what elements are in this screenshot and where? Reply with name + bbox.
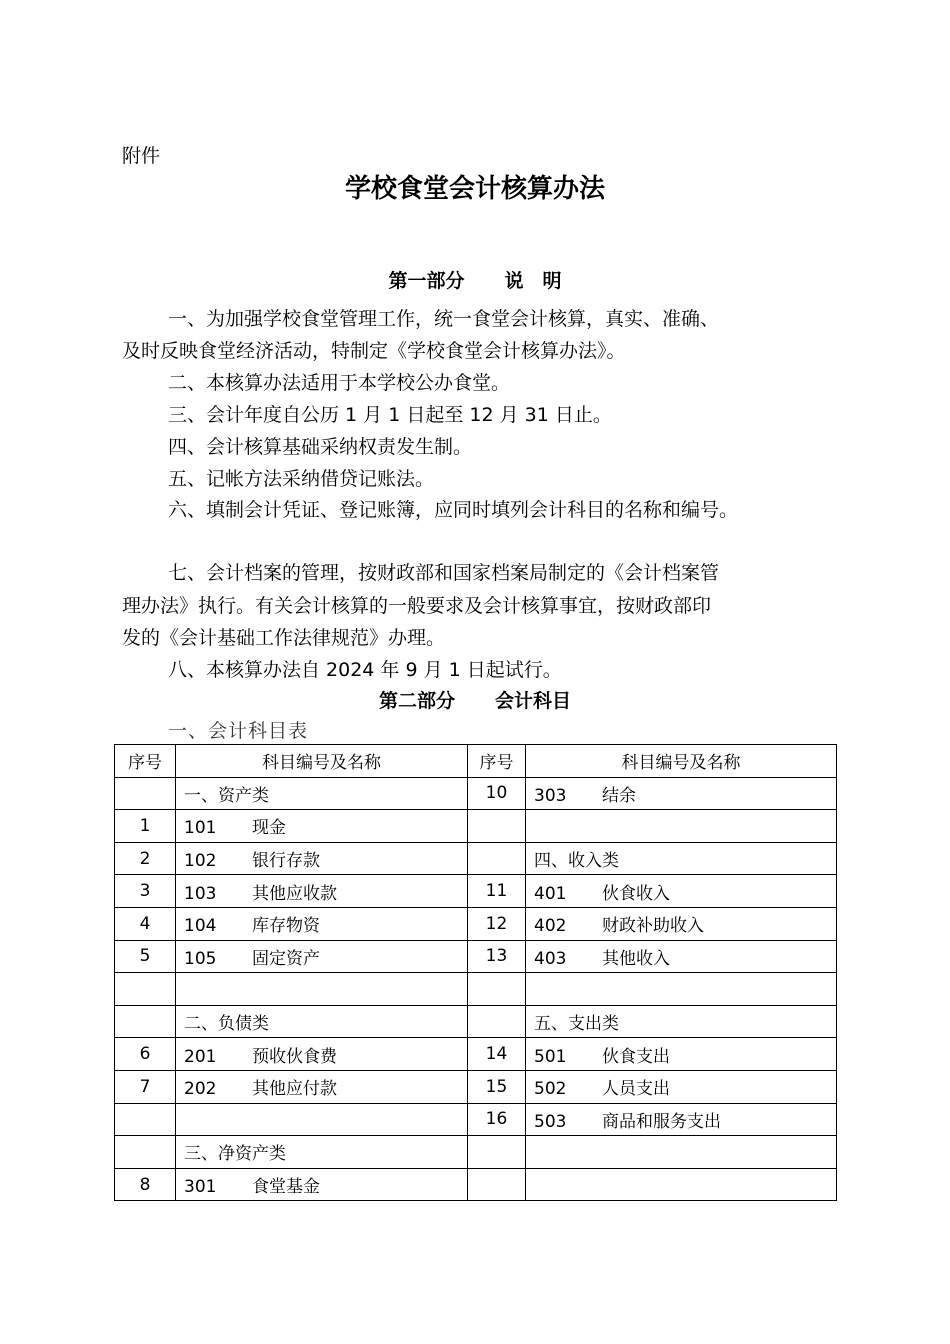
right-serial: 14 bbox=[468, 1038, 526, 1071]
left-subject bbox=[176, 1136, 468, 1169]
subject-name: 固定资产 bbox=[252, 948, 320, 969]
subject-code: 201 bbox=[184, 1046, 217, 1067]
subject-name: 其他应收款 bbox=[252, 883, 337, 904]
subject-name: 商品和服务支出 bbox=[602, 1111, 721, 1132]
subject-name: 五、支出类 bbox=[534, 1014, 619, 1035]
accounting-subjects-table bbox=[114, 744, 837, 1201]
subject-name: 库存物资 bbox=[252, 916, 320, 937]
subject-name: 结余 bbox=[602, 785, 636, 806]
right-serial: 10 bbox=[468, 777, 526, 810]
column-header: 科目编号及名称 bbox=[526, 745, 837, 778]
right-subject bbox=[526, 1168, 837, 1201]
part1-heading-name: 说 明 bbox=[504, 270, 562, 292]
right-subject bbox=[526, 875, 837, 908]
subject-code: 104 bbox=[184, 916, 217, 937]
right-subject bbox=[526, 1070, 837, 1103]
subject-code: 403 bbox=[534, 948, 567, 969]
right-subject bbox=[526, 940, 837, 973]
table-row bbox=[115, 940, 837, 973]
left-subject bbox=[176, 1103, 468, 1136]
document-title: 学校食堂会计核算办法 bbox=[344, 174, 605, 204]
subject-name: 四、收入类 bbox=[534, 851, 619, 872]
part1-heading bbox=[0, 266, 950, 293]
left-subject bbox=[176, 1005, 468, 1038]
paragraph-line: 六、填制会计凭证、登记账簿，应同时填列会计科目的名称和编号。 bbox=[168, 499, 739, 521]
subject-code: 401 bbox=[534, 883, 567, 904]
subject-code: 102 bbox=[184, 851, 217, 872]
table-row bbox=[115, 973, 837, 1006]
part1-heading-number: 第一部分 bbox=[388, 270, 465, 292]
column-header: 科目编号及名称 bbox=[176, 745, 468, 778]
table-header-row bbox=[115, 745, 837, 778]
table-subheading: 一、会计科目表 bbox=[168, 720, 309, 742]
subject-name: 其他应付款 bbox=[252, 1079, 337, 1100]
left-subject bbox=[176, 1168, 468, 1201]
right-subject bbox=[526, 973, 837, 1006]
left-serial bbox=[115, 973, 176, 1006]
left-subject bbox=[176, 1038, 468, 1071]
right-serial bbox=[468, 842, 526, 875]
left-subject bbox=[176, 875, 468, 908]
left-serial: 6 bbox=[115, 1038, 176, 1071]
table-row bbox=[115, 777, 837, 810]
table-row bbox=[115, 842, 837, 875]
right-serial: 16 bbox=[468, 1103, 526, 1136]
left-serial: 7 bbox=[115, 1070, 176, 1103]
left-subject bbox=[176, 940, 468, 973]
left-serial: 4 bbox=[115, 907, 176, 940]
table-row bbox=[115, 1038, 837, 1071]
subject-name: 二、负债类 bbox=[184, 1014, 269, 1035]
left-serial: 5 bbox=[115, 940, 176, 973]
left-serial bbox=[115, 1136, 176, 1169]
paragraph-line: 八、本核算办法自 2024 年 9 月 1 日起试行。 bbox=[168, 659, 562, 681]
right-serial: 13 bbox=[468, 940, 526, 973]
right-serial: 15 bbox=[468, 1070, 526, 1103]
table-row bbox=[115, 875, 837, 908]
right-serial bbox=[468, 1168, 526, 1201]
right-serial: 11 bbox=[468, 875, 526, 908]
right-serial bbox=[468, 1136, 526, 1169]
right-subject bbox=[526, 1038, 837, 1071]
left-serial bbox=[115, 1103, 176, 1136]
table-row bbox=[115, 1168, 837, 1201]
attachment-label: 附件 bbox=[122, 145, 161, 167]
right-subject bbox=[526, 1136, 837, 1169]
subject-name: 人员支出 bbox=[602, 1079, 670, 1100]
subject-name: 银行存款 bbox=[252, 851, 320, 872]
left-serial bbox=[115, 777, 176, 810]
subject-name: 伙食支出 bbox=[602, 1046, 670, 1067]
column-header: 序号 bbox=[468, 745, 526, 778]
subject-name: 三、净资产类 bbox=[184, 1144, 286, 1165]
paragraph-line: 四、会计核算基础采纳权责发生制。 bbox=[168, 436, 473, 458]
subject-code: 502 bbox=[534, 1079, 567, 1100]
right-serial bbox=[468, 973, 526, 1006]
left-serial: 3 bbox=[115, 875, 176, 908]
table-row bbox=[115, 1136, 837, 1169]
left-subject bbox=[176, 973, 468, 1006]
subject-code: 402 bbox=[534, 916, 567, 937]
subject-name: 现金 bbox=[252, 818, 286, 839]
right-subject bbox=[526, 907, 837, 940]
left-serial bbox=[115, 1005, 176, 1038]
subject-code: 101 bbox=[184, 818, 217, 839]
table-row bbox=[115, 1070, 837, 1103]
subject-code: 105 bbox=[184, 948, 217, 969]
column-header: 序号 bbox=[115, 745, 176, 778]
left-serial: 8 bbox=[115, 1168, 176, 1201]
paragraph-line: 发的《会计基础工作法律规范》办理。 bbox=[122, 627, 446, 649]
subject-name: 一、资产类 bbox=[184, 785, 269, 806]
subject-code: 501 bbox=[534, 1046, 567, 1067]
left-subject bbox=[176, 777, 468, 810]
paragraph-line: 一、为加强学校食堂管理工作，统一食堂会计核算，真实、准确、 bbox=[168, 308, 720, 330]
part2-heading bbox=[0, 686, 950, 713]
left-subject bbox=[176, 1070, 468, 1103]
left-serial: 1 bbox=[115, 810, 176, 843]
right-subject bbox=[526, 842, 837, 875]
subject-code: 301 bbox=[184, 1177, 217, 1198]
table-row bbox=[115, 810, 837, 843]
table-row bbox=[115, 907, 837, 940]
right-subject bbox=[526, 810, 837, 843]
paragraph-line: 三、会计年度自公历 1 月 1 日起至 12 月 31 日止。 bbox=[168, 404, 612, 426]
subject-name: 财政补助收入 bbox=[602, 916, 704, 937]
subject-code: 202 bbox=[184, 1079, 217, 1100]
part2-heading-name: 会计科目 bbox=[495, 690, 572, 712]
left-subject bbox=[176, 810, 468, 843]
subject-name: 食堂基金 bbox=[252, 1177, 320, 1198]
paragraph-line: 七、会计档案的管理，按财政部和国家档案局制定的《会计档案管 bbox=[168, 562, 720, 584]
right-subject bbox=[526, 1005, 837, 1038]
table-row bbox=[115, 1005, 837, 1038]
right-subject bbox=[526, 777, 837, 810]
right-serial: 12 bbox=[468, 907, 526, 940]
paragraph-line: 五、记帐方法采纳借贷记账法。 bbox=[168, 468, 435, 490]
paragraph-line: 二、本核算办法适用于本学校公办食堂。 bbox=[168, 372, 511, 394]
left-subject bbox=[176, 842, 468, 875]
left-subject bbox=[176, 907, 468, 940]
paragraph-line: 及时反映食堂经济活动，特制定《学校食堂会计核算办法》。 bbox=[122, 340, 626, 362]
subject-code: 303 bbox=[534, 785, 567, 806]
left-serial: 2 bbox=[115, 842, 176, 875]
table-row bbox=[115, 1103, 837, 1136]
subject-name: 预收伙食费 bbox=[252, 1046, 337, 1067]
subject-name: 伙食收入 bbox=[602, 883, 670, 904]
right-serial bbox=[468, 1005, 526, 1038]
paragraph-line: 理办法》执行。有关会计核算的一般要求及会计核算事宜，按财政部印 bbox=[122, 595, 712, 617]
right-serial bbox=[468, 810, 526, 843]
subject-code: 503 bbox=[534, 1111, 567, 1132]
subject-code: 103 bbox=[184, 883, 217, 904]
right-subject bbox=[526, 1103, 837, 1136]
part2-heading-number: 第二部分 bbox=[378, 690, 455, 712]
subject-name: 其他收入 bbox=[602, 948, 670, 969]
